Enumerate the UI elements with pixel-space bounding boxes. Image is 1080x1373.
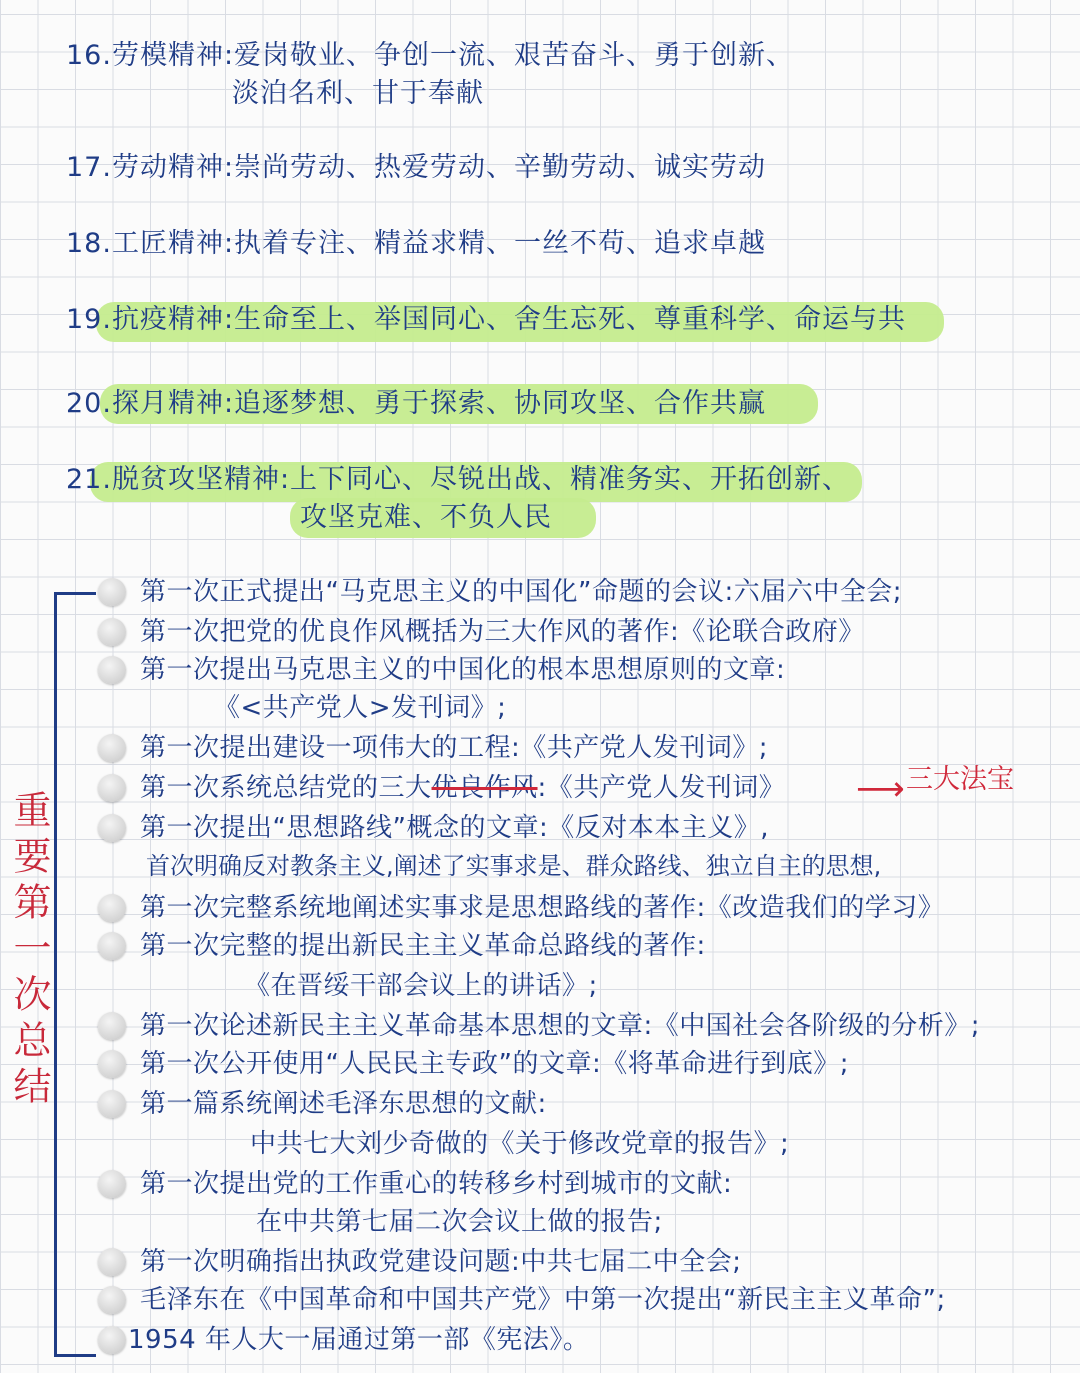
- first-item-3: 第一次提出马克思主义的中国化的根本思想原则的文章:: [140, 655, 786, 685]
- summary-label: 重要第一次总结: [7, 790, 51, 1112]
- first-item-6: 第一次提出“思想路线”概念的文章:《反对本本主义》,: [140, 813, 769, 843]
- first-item-12-cont: 在中共第七届二次会议上做的报告;: [256, 1207, 663, 1237]
- spirit-number: 21.: [66, 464, 112, 495]
- bullet-icon: [98, 774, 126, 802]
- bullet-icon: [98, 618, 126, 646]
- first-item-12: 第一次提出党的工作重心的转移乡村到城市的文献:: [140, 1169, 733, 1199]
- bracket-bottom: [54, 1354, 96, 1357]
- bullet-icon: [98, 1090, 126, 1118]
- spirit-21-line-2: 攻坚克难、不负人民: [300, 502, 552, 533]
- spirit-16-line-2: 淡泊名利、甘于奉献: [232, 78, 484, 109]
- spirit-17: [66, 150, 766, 186]
- first-item-9: 第一次论述新民主主义革命基本思想的文章:《中国社会各阶级的分析》;: [140, 1011, 981, 1041]
- spirit-21-line-1: [66, 462, 850, 498]
- first-item-11: 第一篇系统阐述毛泽东思想的文献:: [140, 1089, 547, 1119]
- first-item-2: 第一次把党的优良作风概括为三大作风的著作:《论联合政府》: [140, 617, 865, 647]
- spirit-18: [66, 226, 766, 262]
- first-item-8-cont: 《在晋绥干部会议上的讲话》;: [244, 971, 598, 1001]
- first-item-3-cont: 《<共产党人>发刊词》;: [214, 693, 507, 723]
- bullet-icon: [98, 1012, 126, 1040]
- first-item-11-cont: 中共七大刘少奇做的《关于修改党章的报告》;: [250, 1129, 790, 1159]
- first-item-8: 第一次完整的提出新民主主义革命总路线的著作:: [140, 931, 706, 961]
- bracket-top: [54, 592, 96, 595]
- first-item-5-post: :《共产党人发刊词》: [537, 773, 786, 803]
- spirit-number: 16.: [66, 40, 112, 71]
- spirit-number: 19.: [66, 304, 112, 335]
- first-item-7: 第一次完整系统地阐述实事求是思想路线的著作:《改造我们的学习》: [140, 893, 945, 923]
- bullet-icon: [98, 1170, 126, 1198]
- bullet-icon: [98, 932, 126, 960]
- spirit-number: 17.: [66, 152, 112, 183]
- spirit-text: 抗疫精神:生命至上、举国同心、舍生忘死、尊重科学、命运与共: [111, 304, 907, 335]
- bullet-icon: [98, 1248, 126, 1276]
- spirit-text: 劳模精神:爱岗敬业、争创一流、艰苦奋斗、勇于创新、: [111, 40, 795, 71]
- bullet-icon: [98, 1050, 126, 1078]
- spirit-16-line-1: [66, 38, 794, 74]
- first-item-15: 1954 年人大一届通过第一部《宪法》。: [128, 1325, 590, 1355]
- bullet-icon: [98, 1286, 126, 1314]
- first-item-5-pre: 第一次系统总结党的三大: [140, 773, 432, 803]
- spirit-number: 20.: [66, 388, 112, 419]
- arrow-right-icon: ⟶: [856, 769, 905, 809]
- bullet-icon: [98, 814, 126, 842]
- annotation-note: 三大法宝: [906, 764, 1014, 795]
- bullet-icon: [98, 578, 126, 606]
- bullet-icon: [98, 894, 126, 922]
- first-item-14: 毛泽东在《中国革命和中国共产党》中第一次提出“新民主主义革命”;: [140, 1285, 946, 1315]
- spirit-text: 脱贫攻坚精神:上下同心、尽锐出战、精准务实、开拓创新、: [111, 464, 851, 495]
- struck-text: 优良作风: [431, 773, 538, 803]
- spirit-text: 探月精神:追逐梦想、勇于探索、协同攻坚、合作共赢: [111, 388, 767, 419]
- spirit-number: 18.: [66, 228, 112, 259]
- first-item-4: 第一次提出建设一项伟大的工程:《共产党人发刊词》;: [140, 733, 769, 763]
- bullet-icon: [98, 1326, 126, 1354]
- first-item-1: 第一次正式提出“马克思主义的中国化”命题的会议:六届六中全会;: [140, 577, 902, 607]
- spirit-text: 劳动精神:崇尚劳动、热爱劳动、辛勤劳动、诚实劳动: [111, 152, 767, 183]
- first-item-5: [140, 770, 785, 806]
- bullet-icon: [98, 656, 126, 684]
- spirit-20: [66, 386, 766, 422]
- bullet-icon: [98, 734, 126, 762]
- spirit-text: 工匠精神:执着专注、精益求精、一丝不苟、追求卓越: [111, 228, 767, 259]
- first-item-13: 第一次明确指出执政党建设问题:中共七届二中全会;: [140, 1247, 742, 1277]
- first-item-6-cont: 首次明确反对教条主义,阐述了实事求是、群众路线、独立自主的思想,: [146, 852, 882, 880]
- spirit-19: [66, 302, 906, 338]
- first-item-10: 第一次公开使用“人民民主专政”的文章:《将革命进行到底》;: [140, 1049, 849, 1079]
